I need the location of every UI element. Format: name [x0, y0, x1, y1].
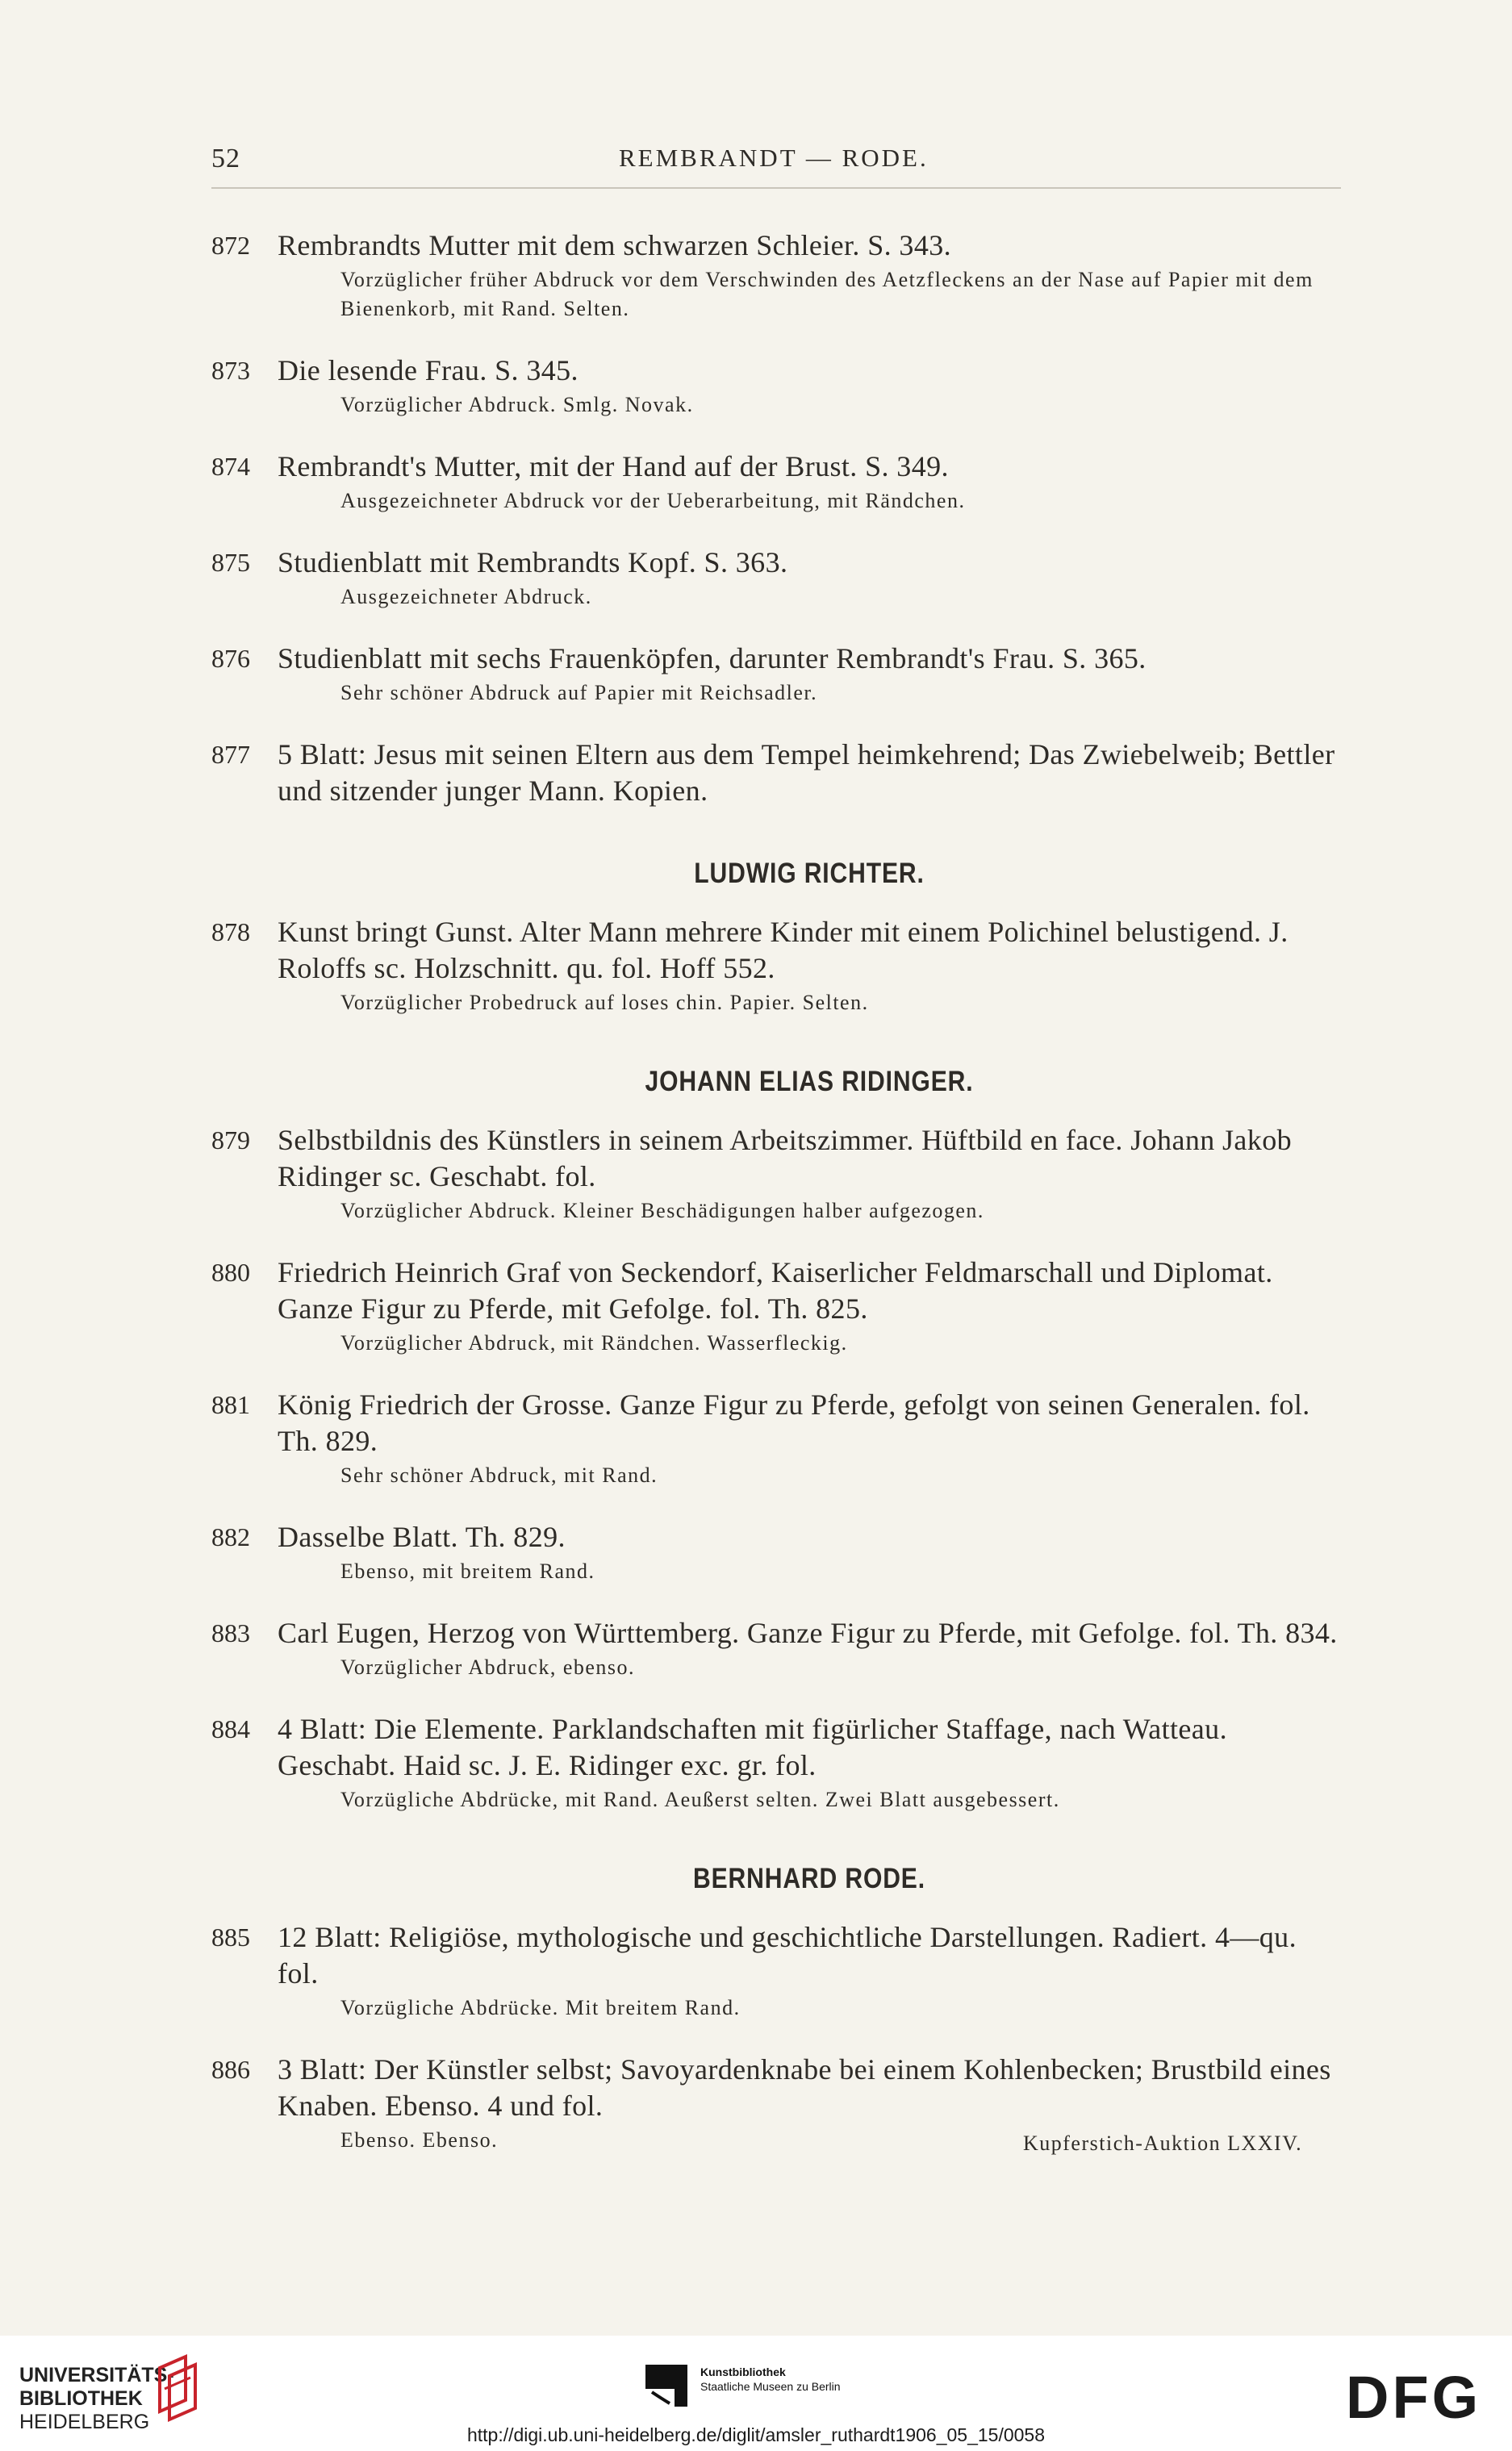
catalog-entry [211, 1387, 1341, 1490]
entry-title: Studienblatt mit sechs Frauenköpfen, darunter Rembrandt's Frau. S. 365. [278, 642, 1147, 674]
catalog-entry [211, 228, 1341, 324]
kunstbibliothek-subtitle: Staatliche Museen zu Berlin [700, 2380, 841, 2393]
entry-number: 886 [211, 2055, 250, 2084]
catalog-entry [211, 1919, 1341, 2023]
entry-number: 881 [211, 1390, 250, 1419]
library-emblem-icon [153, 2352, 202, 2429]
entry-note: Vorzüglicher Abdruck, ebenso. [340, 1656, 636, 1679]
entry-number: 882 [211, 1522, 250, 1551]
catalog-entry [211, 353, 1341, 420]
entry-number: 884 [211, 1714, 250, 1743]
entry-title: Kunst bringt Gunst. Alter Mann mehrere Kinder mit einem Polichinel belustigend. J. Roloffs sc. Holzschnitt. qu. fol. Hoff 552. [278, 916, 1289, 984]
catalog-entry [211, 1255, 1341, 1358]
catalog-entries [211, 228, 1341, 2184]
entry-title: Carl Eugen, Herzog von Württemberg. Ganze Figur zu Pferde, mit Gefolge. fol. Th. 834. [278, 1617, 1338, 1649]
entry-title: Studienblatt mit Rembrandts Kopf. S. 363. [278, 546, 788, 578]
catalog-entry [211, 1711, 1341, 1814]
entry-number: 878 [211, 917, 250, 946]
entry-title: König Friedrich der Grosse. Ganze Figur zu Pferde, gefolgt von seinen Generalen. fol. Th. 829. [278, 1388, 1310, 1457]
entry-title: Selbstbildnis des Künstlers in seinem Arbeitszimmer. Hüftbild en face. Johann Jakob Ridinger sc. Geschabt. fol. [278, 1124, 1293, 1192]
catalog-entry [211, 545, 1341, 612]
entry-note: Vorzüglicher früher Abdruck vor dem Verschwinden des Aetzfleckens an der Nase auf Papier mit dem Bienenkorb, mit Rand. Selten. [340, 268, 1314, 320]
library-name-line2: BIBLIOTHEK [19, 2387, 143, 2410]
header-rule [211, 187, 1341, 189]
entry-note: Vorzügliche Abdrücke, mit Rand. Aeußerst selten. Zwei Blatt ausgebessert. [340, 1788, 1060, 1811]
entry-note: Vorzüglicher Probedruck auf loses chin. Papier. Selten. [340, 991, 869, 1014]
entry-title: Die lesende Frau. S. 345. [278, 354, 578, 386]
catalog-entry [211, 914, 1341, 1017]
entry-number: 872 [211, 231, 250, 260]
entry-title: Dasselbe Blatt. Th. 829. [278, 1521, 566, 1553]
catalog-entry [211, 641, 1341, 708]
catalog-entry [211, 737, 1341, 809]
entry-note: Sehr schöner Abdruck, mit Rand. [340, 1464, 658, 1487]
entry-title: Rembrandt's Mutter, mit der Hand auf der Brust. S. 349. [278, 450, 949, 482]
entry-number: 875 [211, 548, 250, 577]
footer [0, 2336, 1512, 2451]
entry-number: 873 [211, 356, 250, 385]
library-name-line1: UNIVERSITÄTS- [19, 2364, 174, 2386]
entry-title: Rembrandts Mutter mit dem schwarzen Schleier. S. 343. [278, 229, 952, 261]
entry-title: 4 Blatt: Die Elemente. Parklandschaften mit figürlicher Staffage, nach Watteau. Geschabt. Haid sc. J. E. Ridinger exc. gr. fol. [278, 1713, 1227, 1781]
entry-note: Sehr schöner Abdruck auf Papier mit Reichsadler. [340, 681, 818, 704]
section-heading: JOHANN ELIAS RIDINGER. [645, 1066, 974, 1097]
entry-note: Vorzüglicher Abdruck. Kleiner Beschädigungen halber aufgezogen. [340, 1199, 984, 1222]
entry-note: Ebenso. Ebenso. [340, 2128, 499, 2152]
kunstbibliothek-emblem-icon [645, 2365, 687, 2407]
entry-number: 883 [211, 1618, 250, 1647]
entry-number: 880 [211, 1258, 250, 1287]
entry-title: 12 Blatt: Religiöse, mythologische und geschichtliche Darstellungen. Radiert. 4—qu. fol. [278, 1921, 1297, 1990]
entry-number: 885 [211, 1923, 250, 1952]
running-title: REMBRANDT — RODE. [619, 144, 929, 172]
entry-number: 874 [211, 452, 250, 481]
entry-note: Ausgezeichneter Abdruck vor der Ueberarbeitung, mit Rändchen. [340, 489, 966, 512]
entry-title: 5 Blatt: Jesus mit seinen Eltern aus dem Tempel heimkehrend; Das Zwiebelweib; Bettler und sitzender junger Mann. Kopien. [278, 738, 1335, 807]
signature-line: Kupferstich-Auktion LXXIV. [1023, 2132, 1303, 2155]
entry-note: Vorzügliche Abdrücke. Mit breitem Rand. [340, 1996, 741, 2019]
entry-number: 879 [211, 1125, 250, 1155]
catalog-entry [211, 1122, 1341, 1226]
library-name-line3: HEIDELBERG [19, 2411, 150, 2433]
entry-note: Vorzüglicher Abdruck, mit Rändchen. Wasserfleckig. [340, 1331, 848, 1355]
library-logo[interactable] [19, 2364, 174, 2434]
catalog-entry [211, 449, 1341, 516]
kunstbibliothek-title: Kunstbibliothek [700, 2365, 786, 2378]
entry-note: Vorzüglicher Abdruck. Smlg. Novak. [340, 393, 694, 416]
entry-note: Ausgezeichneter Abdruck. [340, 585, 592, 608]
dfg-logo[interactable]: DFG [1346, 2364, 1482, 2431]
page-number: 52 [211, 144, 240, 173]
entry-title: 3 Blatt: Der Künstler selbst; Savoyardenknabe bei einem Kohlenbecken; Brustbild eines Knaben. Ebenso. 4 und fol. [278, 2053, 1331, 2122]
catalog-entry [211, 1615, 1341, 1682]
entry-title: Friedrich Heinrich Graf von Seckendorf, Kaiserlicher Feldmarschall und Diplomat. Ganze Figur zu Pferde, mit Gefolge. fol. Th. 825. [278, 1256, 1273, 1325]
page-header [211, 144, 1341, 179]
section-heading: LUDWIG RICHTER. [694, 858, 925, 889]
entry-number: 876 [211, 644, 250, 673]
entry-number: 877 [211, 740, 250, 769]
section-heading: BERNHARD RODE. [693, 1863, 925, 1894]
catalog-entry [211, 1519, 1341, 1586]
entry-note: Ebenso, mit breitem Rand. [340, 1560, 595, 1583]
source-url[interactable]: http://digi.ub.uni-heidelberg.de/diglit/amsler_ruthardt1906_05_15/0058 [466, 2424, 1046, 2445]
